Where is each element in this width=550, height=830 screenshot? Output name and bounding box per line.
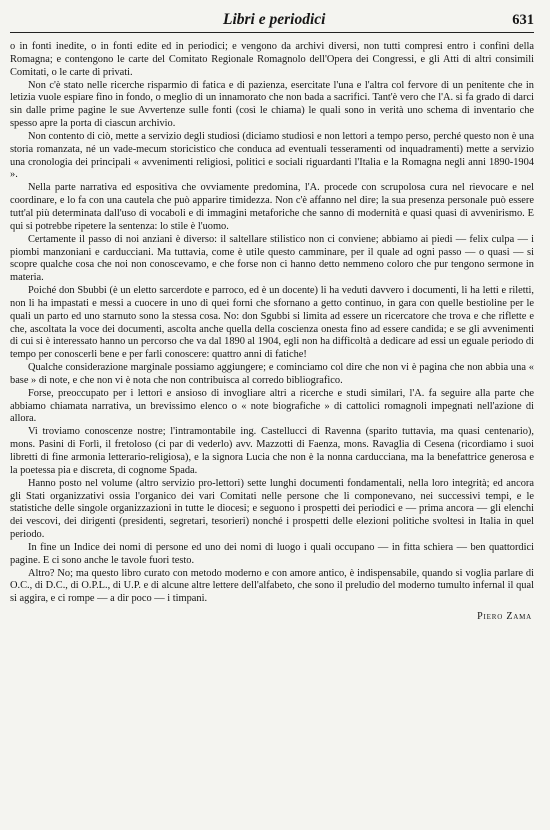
paragraph: Hanno posto nel volume (altro servizio pro-lettori) sette lunghi documenti fondamentali, nella loro integrità; ed ancora gli Stati organizzativi ossia l'organico dei vari Comitati nelle persone che li componevano, nei successivi tempi, e le statistiche delle singole organizzazioni in tutte le diocesi; e seguono i prospetti dei periodici e — prima ancora — gli elenchi dei vescovi, dei dirigenti (presidenti, segretari, tesorieri) nonché i prospetti delle elezioni politiche svoltesi in Italia in quel periodo.: [10, 477, 534, 541]
page-number: 631: [512, 12, 534, 28]
author-signature: Piero Zama: [477, 611, 532, 623]
paragraph: Non c'è stato nelle ricerche risparmio di fatica e di pazienza, esercitate l'una e l'altra col fervore di un penitente che in letizia vuole espiare fino in fondo, o meglio di un innamorato che non bada a sacrifici. Tant'è vero che l'A. si fa grado di darci sin dalle prime pagine le sue Avvertenze sulle fonti (così le chiama) le quali sono in verità uno schema di inventario che spesso apre la porta di ciascun archivio.: [10, 79, 534, 130]
paragraph: Poiché don Sbubbi (è un eletto sarcerdote e parroco, ed è un docente) li ha veduti davvero i documenti, li ha letti e riletti, non li ha impastati e messi a cuocere in uno di quei forni che sfornano a getto continuo, in gara con quelle bestioline per le quali un parto ed uno starnuto sono la stessa cosa. No: don Sgubbi si limita ad essere un ricercatore che trova e che riflette e che, ascoltata la voce dei documenti, ascolta anche quella della coscienza onesta fino ad essere candida; e se gli avvenimenti di cui si è interessato hanno un percorso che va dal 1890 al 1904, egli non ha difficoltà a dedicare ad essi un eguale periodo di tempo per conoscerli bene e per farli conoscere: quattro anni di fatiche!: [10, 285, 534, 361]
paragraph: Qualche considerazione marginale possiamo aggiungere; e cominciamo col dire che non vi è pagina che non abbia una « base » di note, e che non vi è nota che non contribuisca al corredo bibliografico.: [10, 362, 534, 386]
paragraph: Altro? No; ma questo libro curato con metodo moderno e con amore antico, è indispensabile, quando si voglia parlare di O.C., di D.C., di O.P.L., di U.P. e di alcune altre lettere dell'alfabeto, che sono il preludio del moderno tumulto infernal il qual si aggira, e ci rompe — a dir poco — i timpani.: [10, 567, 534, 605]
paragraph: Non contento di ciò, mette a servizio degli studiosi (diciamo studiosi e non lettori a tempo perso, perché questo non è una storia romanzata, né un vade-mecum storicistico che conduca ad eventuali tesseramenti od inquadramenti) mette a servizio una cronologia dei principali « avvenimenti religiosi, politici e sociali riguardanti l'Italia e la Romagna negli anni 1890-1904 ».: [10, 130, 534, 181]
paragraph: In fine un Indice dei nomi di persone ed uno dei nomi di luogo i quali occupano — in fitta schiera — ben quattordici pagine. E ci sono anche le tavole fuori testo.: [10, 541, 534, 566]
section-title: Libri e periodici: [223, 11, 326, 28]
review-body: [10, 41, 534, 624]
paragraph: Vi troviamo conoscenze nostre; l'intramontabile ing. Castellucci di Ravenna (sparito tuttavia, ma quasi centenario), mons. Pasini di Forlì, il fretoloso (ci par di vederlo) avv. Mazzotti di Faenza, mons. Ravaglia di Cesena (ricordiamo i suoi libretti di fine armonia letterario-religiosa), e la signora Lucia che non è la nonna carducciana, ma la benefattrice generosa e la poetessa pia e discreta, di cognome Spada.: [10, 426, 534, 476]
paragraph: o in fonti inedite, o in fonti edite ed in periodici; e vengono da archivi diversi, non tutti compresi entro i confini della Romagna; e contengono le carte del Comitato Regionale Romagnolo dell'Opera dei Congressi, e gli Atti di altri consimili Comitati, o le carte di privati.: [10, 41, 534, 78]
paragraph: Certamente il passo di noi anziani è diverso: il saltellare stilistico non ci conviene; abbiamo ai piedi — felix culpa — i piombi manzoniani e carducciani. Ma tuttavia, come è utile questo camminare, per il quale ad ogni passo — o quasi — si scopre qualche cosa che noi non conoscevamo, e che forse non ci hanno detto nemmeno coloro che pur tengono sermone in materia.: [10, 233, 534, 284]
paragraph: Forse, preoccupato per i lettori e ansioso di invogliare altri a ricerche e studi similari, l'A. fa seguire alla parte che abbiamo chiamata narrativa, un brevissimo elenco o « note biografiche » di cattolici romagnoli impegnati nell'azione di allora.: [10, 387, 534, 425]
paragraph: Nella parte narrativa ed espositiva che ovviamente predomina, l'A. procede con scrupolosa cura nel rievocare e nel coordinare, e lo fa con una cautela che può apparire timidezza. Non c'è affanno nel dire; la sua presenza personale può essere tutt'al più determinata dall'uso di vocaboli e di immagini metaforiche che sanno di modernità e quasi quasi di avvenirismo. E qui si potrebbe ripetere la sentenza: lo stile è l'uomo.: [10, 182, 534, 232]
running-header: [10, 10, 534, 33]
